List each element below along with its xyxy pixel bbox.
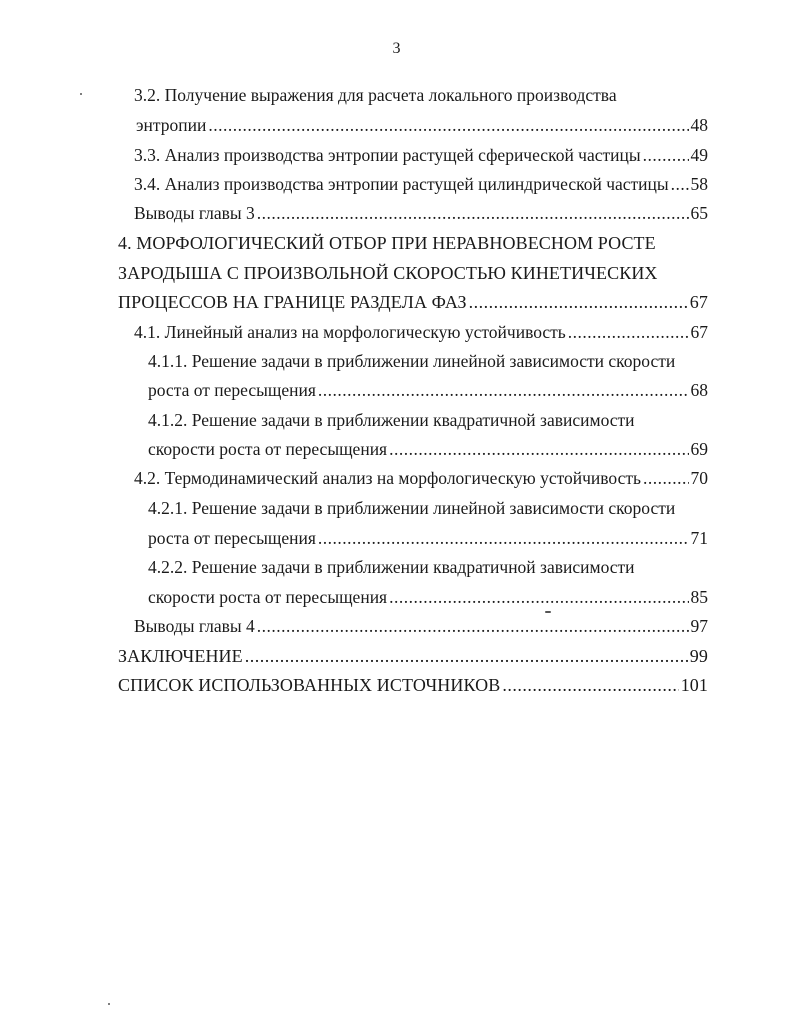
toc-leader-dots [643, 467, 688, 489]
toc-entry-4-1-2[interactable] [148, 438, 708, 460]
toc-leader-dots [208, 114, 688, 136]
toc-chapter4-conclusions-page: 97 [690, 616, 708, 636]
toc-chapter3-conclusions-page: 65 [690, 203, 708, 223]
scan-speck [545, 611, 551, 613]
toc-entry-conclusion[interactable] [118, 645, 708, 667]
toc-conclusion-page: 99 [689, 646, 708, 666]
toc-entry-4-2-1[interactable] [148, 527, 708, 549]
toc-entry-4-1[interactable] [134, 321, 708, 343]
toc-leader-dots [389, 586, 688, 608]
toc-4-2-1-page: 71 [690, 528, 708, 548]
toc-entry-4-2[interactable] [134, 467, 708, 489]
toc-3-2-page: 48 [690, 115, 708, 135]
toc-4-1-2-line2: скорости роста от пересыщения [148, 439, 388, 459]
toc-entry-3-4[interactable] [134, 173, 708, 195]
toc-3-2-line2: энтропии [136, 115, 207, 135]
toc-chapter4-conclusions-text: Выводы главы 4 [134, 616, 255, 636]
toc-4-2-1-line1: 4.2.1. Решение задачи в приближении линейной зависимости скорости [148, 498, 676, 518]
toc-4-2-1-line2: роста от пересыщения [148, 528, 316, 548]
toc-leader-dots [245, 645, 688, 667]
toc-4-2-2-page: 85 [690, 587, 708, 607]
toc-leader-dots [643, 144, 689, 166]
toc-4-1-1-line1: 4.1.1. Решение задачи в приближении линейной зависимости скорости [148, 351, 676, 371]
toc-entry-references[interactable] [118, 674, 708, 696]
toc-4-2-2-line2: скорости роста от пересыщения [148, 587, 388, 607]
page-number: 3 [392, 40, 401, 57]
toc-entry-chapter4[interactable] [118, 291, 708, 313]
scan-speck [80, 93, 82, 95]
toc-4-1-page: 67 [690, 322, 708, 342]
toc-4-2-page: 70 [690, 468, 708, 488]
toc-leader-dots [502, 674, 678, 696]
toc-leader-dots [671, 173, 689, 195]
toc-4-1-2-line1: 4.1.2. Решение задачи в приближении квадратичной зависимости [148, 410, 635, 430]
toc-leader-dots [469, 291, 688, 313]
toc-conclusion-text: ЗАКЛЮЧЕНИЕ [118, 646, 243, 666]
toc-3-4-text: 3.4. Анализ производства энтропии растущей цилиндрической частицы [134, 174, 669, 194]
toc-3-2-line1: 3.2. Получение выражения для расчета локального производства [134, 85, 617, 105]
toc-entry-3-3[interactable] [134, 144, 708, 166]
toc-references-page: 101 [680, 675, 708, 695]
toc-leader-dots [257, 202, 689, 224]
toc-chapter4-line1: 4. МОРФОЛОГИЧЕСКИЙ ОТБОР ПРИ НЕРАВНОВЕСНОМ РОСТЕ [118, 233, 656, 253]
toc-chapter3-conclusions-text: Выводы главы 3 [134, 203, 255, 223]
toc-chapter4-line3: ПРОЦЕССОВ НА ГРАНИЦЕ РАЗДЕЛА ФАЗ [118, 292, 467, 312]
toc-leader-dots [318, 527, 689, 549]
toc-3-3-page: 49 [690, 145, 708, 165]
toc-4-1-text: 4.1. Линейный анализ на морфологическую устойчивость [134, 322, 566, 342]
toc-entry-chapter3-conclusions[interactable] [134, 202, 708, 224]
toc-leader-dots [318, 379, 689, 401]
toc-leader-dots [568, 321, 689, 343]
toc-chapter4-line2: ЗАРОДЫША С ПРОИЗВОЛЬНОЙ СКОРОСТЬЮ КИНЕТИЧЕСКИХ [118, 263, 658, 283]
toc-chapter4-page: 67 [689, 292, 708, 312]
toc-4-2-2-line1: 4.2.2. Решение задачи в приближении квадратичной зависимости [148, 557, 635, 577]
toc-entry-chapter4-conclusions[interactable] [134, 615, 708, 637]
toc-leader-dots [257, 615, 689, 637]
toc-3-3-text: 3.3. Анализ производства энтропии растущей сферической частицы [134, 145, 641, 165]
toc-3-4-page: 58 [690, 174, 708, 194]
toc-entry-3-2[interactable] [136, 114, 708, 136]
toc-references-text: СПИСОК ИСПОЛЬЗОВАННЫХ ИСТОЧНИКОВ [118, 675, 501, 695]
toc-4-1-1-line2: роста от пересыщения [148, 380, 316, 400]
toc-entry-4-2-2[interactable] [148, 586, 708, 608]
toc-4-2-text: 4.2. Термодинамический анализ на морфологическую устойчивость [134, 468, 642, 488]
toc-entry-4-1-1[interactable] [148, 379, 708, 401]
toc-4-1-1-page: 68 [690, 380, 708, 400]
scan-speck [108, 1003, 110, 1005]
toc-4-1-2-page: 69 [690, 439, 708, 459]
toc-leader-dots [389, 438, 688, 460]
